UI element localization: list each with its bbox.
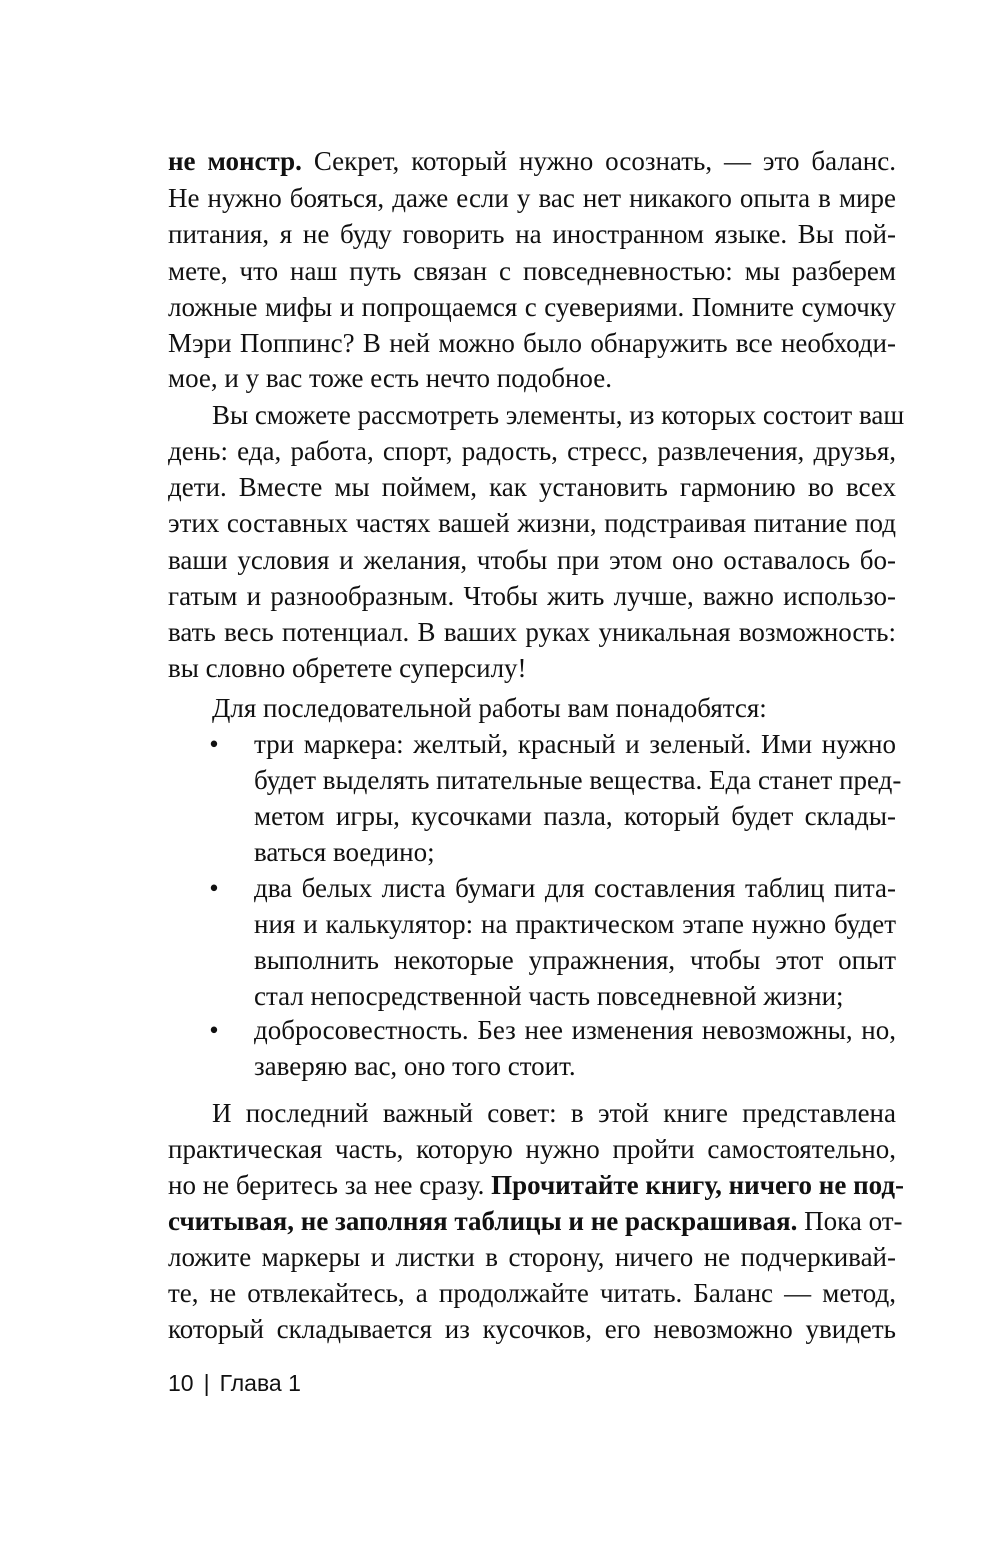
list-item-1-line-3: метом игры, кусочками пазла, который будет склады- (254, 801, 896, 831)
paragraph-1-line-2: Не нужно бояться, даже если у вас нет никакого опыта в мире (168, 183, 896, 213)
paragraph-text: но не беритесь за нее сразу. (168, 1170, 492, 1200)
list-item-3-line-2: заверяю вас, оно того стоит. (254, 1051, 576, 1081)
bold-emphasis-text: Прочитайте книгу, ничего не под- (491, 1170, 904, 1200)
paragraph-3-line-7: который складывается из кусочков, его невозможно увидеть (168, 1314, 896, 1344)
list-item-1-line-4: ваться воедино; (254, 837, 435, 867)
footer-separator: | (203, 1370, 210, 1396)
list-item-3-line-1: добросовестность. Без нее изменения невозможны, но, (254, 1015, 896, 1045)
list-item-2-line-1: два белых листа бумаги для составления таблиц пита- (254, 873, 896, 903)
paragraph-2-line-7: вать весь потенциал. В ваших руках уникальная возможность: (168, 617, 896, 647)
paragraph-text: Пока от- (797, 1206, 903, 1236)
paragraph-1-line-1 (168, 143, 896, 179)
bold-emphasis-text: считывая, не заполняя таблицы и не раскрашивая. (168, 1206, 798, 1236)
list-item-2-line-3: выполнить некоторые упражнения, чтобы этот опыт (254, 945, 896, 975)
paragraph-2-line-3: дети. Вместе мы поймем, как установить гармонию во всех (168, 472, 896, 502)
bold-lead-text: не монстр. (168, 146, 302, 176)
chapter-label: Глава 1 (219, 1370, 301, 1396)
paragraph-2-line-4: этих составных частях вашей жизни, подстраивая питание под (168, 508, 896, 538)
list-intro: Для последовательной работы вам понадобятся: (212, 693, 767, 723)
bullet-1: • (209, 729, 219, 759)
paragraph-3-line-1: И последний важный совет: в этой книге представлена (212, 1098, 896, 1128)
paragraph-2-line-1: Вы сможете рассмотреть элементы, из которых состоит ваш (212, 400, 905, 430)
paragraph-3-line-4 (168, 1203, 903, 1239)
page-number: 10 (168, 1370, 194, 1396)
paragraph-3-line-3 (168, 1167, 904, 1203)
paragraph-1-line-7: мое, и у вас тоже есть нечто подобное. (168, 363, 612, 393)
paragraph-2-line-6: гатым и разнообразным. Чтобы жить лучше, важно использо- (168, 581, 896, 611)
bullet-3: • (209, 1015, 219, 1045)
list-item-1-line-1: три маркера: желтый, красный и зеленый. Ими нужно (254, 729, 896, 759)
paragraph-text: Секрет, который нужно осознать, — это баланс. (301, 146, 896, 176)
paragraph-3-line-5: ложите маркеры и листки в сторону, ничего не подчеркивай- (168, 1242, 896, 1272)
paragraph-3-line-6: те, не отвлекайтесь, а продолжайте читать. Баланс — метод, (168, 1278, 896, 1308)
paragraph-1-line-4: мете, что наш путь связан с повседневностью: мы разберем (168, 256, 896, 286)
paragraph-1-line-3: питания, я не буду говорить на иностранном языке. Вы пой- (168, 219, 896, 249)
list-item-2-line-4: стал непосредственной часть повседневной жизни; (254, 981, 844, 1011)
paragraph-1-line-5: ложные мифы и попрощаемся с суевериями. Помните сумочку (168, 292, 896, 322)
bullet-2: • (209, 873, 219, 903)
paragraph-3-line-2: практическая часть, которую нужно пройти самостоятельно, (168, 1134, 896, 1164)
list-item-1-line-2: будет выделять питательные вещества. Еда станет пред- (254, 765, 902, 795)
paragraph-2-line-5: ваши условия и желания, чтобы при этом оно оставалось бо- (168, 545, 896, 575)
list-item-2-line-2: ния и калькулятор: на практическом этапе нужно будет (254, 909, 896, 939)
page-footer (168, 1368, 301, 1398)
paragraph-1-line-6: Мэри Поппинс? В ней можно было обнаружить все необходи- (168, 328, 896, 358)
paragraph-2-line-2: день: еда, работа, спорт, радость, стресс, развлечения, друзья, (168, 436, 896, 466)
paragraph-2-line-8: вы словно обретете суперсилу! (168, 653, 527, 683)
